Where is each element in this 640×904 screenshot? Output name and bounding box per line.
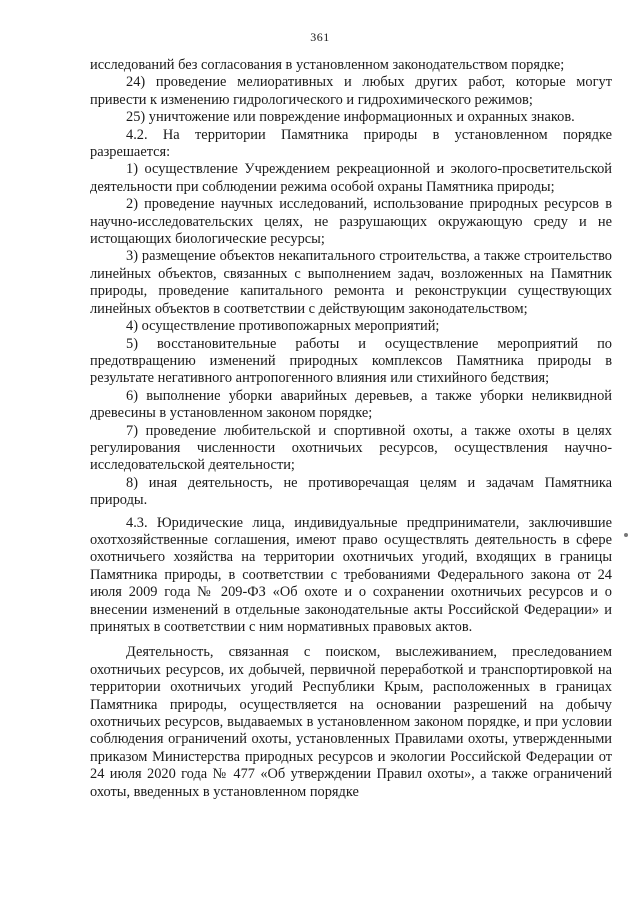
permitted-item-5: 5) восстановительные работы и осуществление мероприятий по предотвращению изменений природных комплексов Памятника природы в результате негативного антропогенного влияния или стихийного бедствия; [90, 335, 612, 387]
permitted-item-1: 1) осуществление Учреждением рекреационной и эколого-просветительской деятельности при соблюдении режима особой охраны Памятника природы; [90, 161, 612, 195]
list-item-24: 24) проведение мелиоративных и любых других работ, которые могут привести к изменению гидрологического и гидрохимического режимов; [90, 74, 612, 108]
permitted-item-7: 7) проведение любительской и спортивной охоты, а также охоты в целях регулирования численности охотничьих ресурсов, осуществления научно-исследовательской деятельности; [90, 422, 612, 474]
page-number: 361 [310, 30, 330, 44]
permitted-item-6: 6) выполнение уборки аварийных деревьев, а также уборки неликвидной древесины в установленном законом порядке; [90, 387, 612, 422]
scan-mark [624, 533, 628, 537]
section-4-2-heading: 4.2. На территории Памятника природы в установленном порядке разрешается: [90, 126, 612, 161]
permitted-item-3: 3) размещение объектов некапитального строительства, а также строительство линейных объектов, связанных с выполнением задач, возложенных на Памятник природы, проведение капитального ремонта и реконструкции существующих линейных объектов в соответствии с действующим законодательством; [90, 248, 612, 317]
document-body [90, 57, 612, 801]
list-item-25: 25) уничтожение или повреждение информационных и охранных знаков. [126, 109, 575, 126]
permitted-item-8: 8) иная деятельность, не противоречащая целям и задачам Памятника природы. [90, 474, 612, 509]
permitted-item-4: 4) осуществление противопожарных мероприятий; [126, 318, 440, 335]
permitted-item-2: 2) проведение научных исследований, использование природных ресурсов в научно-исследовательских целях, не разрушающих окружающую среду и не истощающих биологические ресурсы; [90, 196, 612, 248]
paragraph-continuation: исследований без согласования в установленном законодательством порядке; [90, 57, 565, 73]
hunting-activity-paragraph: Деятельность, связанная с поиском, выслеживанием, преследованием охотничьих ресурсов, их добычей, первичной переработкой и транспортировкой на территории охотничьих угодий Республики Крым, расположенных в границах Памятника природы, осуществляется на основании разрешений на добычу охотничьих ресурсов, выдаваемых в установленном законом порядке, и при условии соблюдения ограничений охоты, установленных Правилами охоты, утвержденными приказом Министерства природных ресурсов и экологии Российской Федерации от 24 июля 2020 года № 477 «Об утверждении Правил охоты», а также ограничений охоты, введенных в установленном порядке [90, 644, 612, 800]
section-4-3: 4.3. Юридические лица, индивидуальные предприниматели, заключившие охотхозяйственные соглашения, имеют право осуществлять деятельность в сфере охотничьего хозяйства на территории охотничьих угодий, входящих в границы Памятника природы, в соответствии с требованиями Федерального закона от 24 июля 2009 года № 209-ФЗ «Об охоте и о сохранении охотничьих ресурсов и о внесении изменений в отдельные законодательные акты Российской Федерации» и принятых в соответствии с ним нормативных правовых актов. [90, 514, 612, 635]
